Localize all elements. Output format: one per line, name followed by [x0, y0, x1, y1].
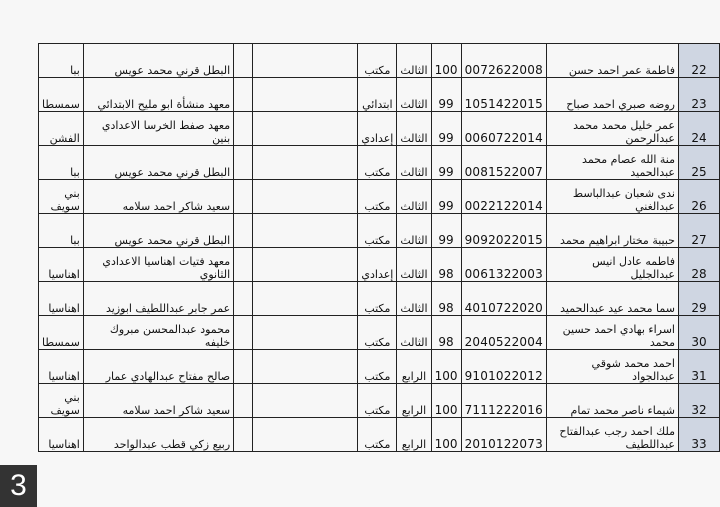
school-type: مكتب: [358, 282, 397, 316]
table-row: [39, 146, 720, 180]
school-type: مكتب: [358, 316, 397, 350]
grade-level: الرابع: [397, 384, 431, 418]
seat-code: 7111222016: [461, 384, 546, 418]
grade-level: الثالث: [397, 316, 431, 350]
empty-cell: [234, 112, 253, 146]
empty-cell: [234, 180, 253, 214]
page-number-badge: 3: [0, 465, 37, 507]
school-name: سعيد شاكر احمد سلامه: [83, 180, 233, 214]
empty-cell: [234, 282, 253, 316]
seat-code: 0061322003: [461, 248, 546, 282]
seat-code: 9092022015: [461, 214, 546, 248]
student-name: اسراء بهادي احمد حسين محمد: [546, 316, 678, 350]
empty-cell: [234, 146, 253, 180]
table-row: [39, 316, 720, 350]
school-name: البطل قرني محمد عويس: [83, 214, 233, 248]
school-name: عمر جابر عبداللطيف ابوزيد: [83, 282, 233, 316]
empty-cell: [234, 316, 253, 350]
student-name: منة الله عصام محمد عبدالحميد: [546, 146, 678, 180]
school-type: مكتب: [358, 350, 397, 384]
seat-code: 0060722014: [461, 112, 546, 146]
city: بني سويف: [39, 180, 84, 214]
school-name: ربيع زكي قطب عبدالواحد: [83, 418, 233, 452]
row-number: 26: [678, 180, 719, 214]
grade-level: الثالث: [397, 112, 431, 146]
table-row: [39, 248, 720, 282]
row-number: 25: [678, 146, 719, 180]
school-name: محمود عبدالمحسن مبروك خليفه: [83, 316, 233, 350]
seat-code: 9101022012: [461, 350, 546, 384]
student-name: سما محمد عيد عبدالحميد: [546, 282, 678, 316]
empty-cell: [234, 44, 253, 78]
row-number: 27: [678, 214, 719, 248]
score: 99: [431, 214, 461, 248]
empty-cell: [253, 44, 358, 78]
table-row: [39, 44, 720, 78]
seat-code: 0022122014: [461, 180, 546, 214]
score: 100: [431, 384, 461, 418]
score: 100: [431, 418, 461, 452]
row-number: 30: [678, 316, 719, 350]
table-row: [39, 180, 720, 214]
grade-level: الرابع: [397, 418, 431, 452]
city: سمسطا: [39, 78, 84, 112]
school-type: إعدادي: [358, 248, 397, 282]
school-type: مكتب: [358, 44, 397, 78]
empty-cell: [234, 350, 253, 384]
city: ببا: [39, 214, 84, 248]
empty-cell: [253, 146, 358, 180]
school-name: معهد فتيات اهناسيا الاعدادي الثانوي: [83, 248, 233, 282]
empty-cell: [253, 112, 358, 146]
city: ببا: [39, 44, 84, 78]
row-number: 22: [678, 44, 719, 78]
city: ببا: [39, 146, 84, 180]
score: 99: [431, 180, 461, 214]
score: 99: [431, 112, 461, 146]
seat-code: 0081522007: [461, 146, 546, 180]
empty-cell: [234, 384, 253, 418]
student-name: فاطمه عادل انيس عبدالجليل: [546, 248, 678, 282]
row-number: 31: [678, 350, 719, 384]
school-type: ابتدائي: [358, 78, 397, 112]
school-type: مكتب: [358, 146, 397, 180]
empty-cell: [234, 418, 253, 452]
empty-cell: [253, 180, 358, 214]
student-name: ندى شعبان عبدالباسط عبدالغني: [546, 180, 678, 214]
results-table: [38, 43, 720, 452]
score: 99: [431, 78, 461, 112]
row-number: 28: [678, 248, 719, 282]
table-body: [39, 44, 720, 452]
empty-cell: [253, 384, 358, 418]
empty-cell: [234, 78, 253, 112]
student-name: عمر خليل محمد محمد عبدالرحمن: [546, 112, 678, 146]
score: 100: [431, 44, 461, 78]
city: اهناسيا: [39, 282, 84, 316]
empty-cell: [253, 78, 358, 112]
student-name: شيماء ناصر محمد تمام: [546, 384, 678, 418]
student-name: احمد محمد شوقي عبدالجواد: [546, 350, 678, 384]
row-number: 23: [678, 78, 719, 112]
city: الفشن: [39, 112, 84, 146]
empty-cell: [234, 214, 253, 248]
seat-code: 2040522004: [461, 316, 546, 350]
school-type: مكتب: [358, 214, 397, 248]
student-name: روضه صبري احمد صباح: [546, 78, 678, 112]
row-number: 24: [678, 112, 719, 146]
table-row: [39, 78, 720, 112]
score: 98: [431, 316, 461, 350]
table-row: [39, 350, 720, 384]
score: 100: [431, 350, 461, 384]
empty-cell: [253, 248, 358, 282]
school-type: مكتب: [358, 180, 397, 214]
empty-cell: [253, 350, 358, 384]
table-row: [39, 418, 720, 452]
school-type: مكتب: [358, 384, 397, 418]
grade-level: الثالث: [397, 282, 431, 316]
grade-level: الثالث: [397, 78, 431, 112]
school-type: مكتب: [358, 418, 397, 452]
score: 98: [431, 282, 461, 316]
score: 99: [431, 146, 461, 180]
grade-level: الثالث: [397, 146, 431, 180]
empty-cell: [234, 248, 253, 282]
school-name: صالح مفتاح عبدالهادي عمار: [83, 350, 233, 384]
grade-level: الرابع: [397, 350, 431, 384]
city: بني سويف: [39, 384, 84, 418]
school-name: معهد منشأة ابو مليح الابتدائي: [83, 78, 233, 112]
school-type: إعدادي: [358, 112, 397, 146]
seat-code: 4010722020: [461, 282, 546, 316]
school-name: معهد صفط الخرسا الاعدادي بنين: [83, 112, 233, 146]
school-name: سعيد شاكر احمد سلامه: [83, 384, 233, 418]
row-number: 33: [678, 418, 719, 452]
school-name: البطل قرني محمد عويس: [83, 44, 233, 78]
empty-cell: [253, 214, 358, 248]
seat-code: 0072622008: [461, 44, 546, 78]
grade-level: الثالث: [397, 248, 431, 282]
empty-cell: [253, 316, 358, 350]
table-row: [39, 384, 720, 418]
grade-level: الثالث: [397, 180, 431, 214]
empty-cell: [253, 418, 358, 452]
table-row: [39, 214, 720, 248]
table-row: [39, 112, 720, 146]
grade-level: الثالث: [397, 214, 431, 248]
city: اهناسيا: [39, 248, 84, 282]
row-number: 32: [678, 384, 719, 418]
student-name: ملك احمد رجب عبدالفتاح عبداللطيف: [546, 418, 678, 452]
empty-cell: [253, 282, 358, 316]
row-number: 29: [678, 282, 719, 316]
school-name: البطل قرني محمد عويس: [83, 146, 233, 180]
grade-level: الثالث: [397, 44, 431, 78]
score: 98: [431, 248, 461, 282]
table-row: [39, 282, 720, 316]
seat-code: 2010122073: [461, 418, 546, 452]
city: اهناسيا: [39, 350, 84, 384]
city: اهناسيا: [39, 418, 84, 452]
student-name: حبيبة مختار ابراهيم محمد: [546, 214, 678, 248]
city: سمسطا: [39, 316, 84, 350]
student-name: فاطمة عمر احمد حسن: [546, 44, 678, 78]
seat-code: 1051422015: [461, 78, 546, 112]
